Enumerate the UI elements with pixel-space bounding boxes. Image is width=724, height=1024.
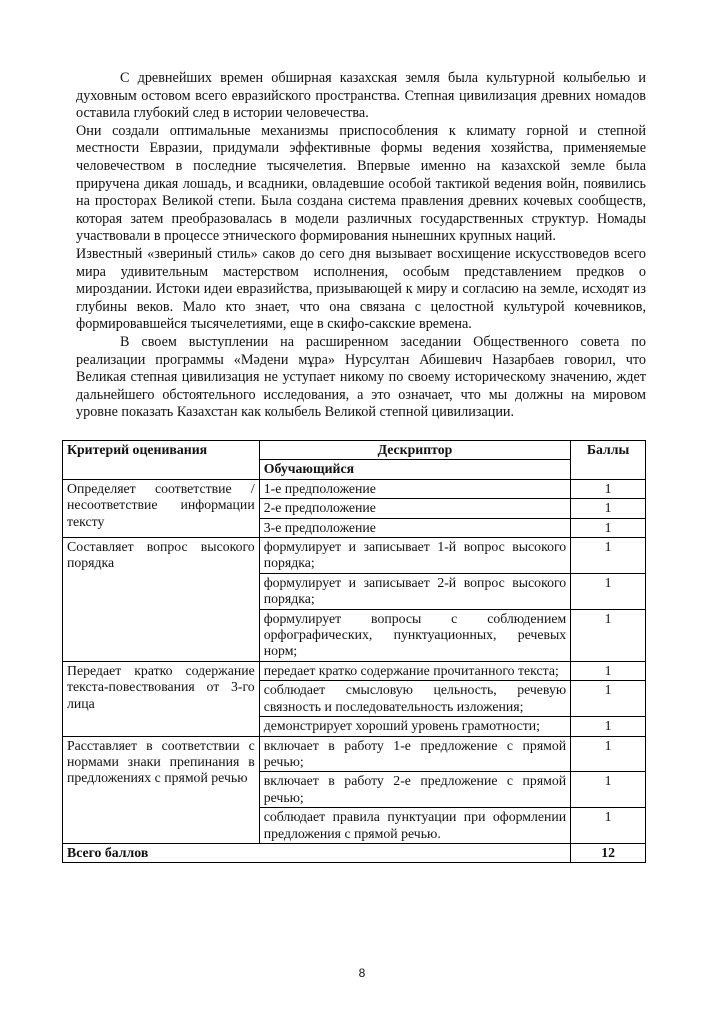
body-text <box>76 70 646 422</box>
table-row <box>63 661 646 680</box>
table-row <box>63 479 646 498</box>
paragraph: Известный «звериный стиль» саков до сего дня вызывает восхищение искусствоведов всего мира удивительным мастерством исполнения, особым представлением предков о мироздании. Истоки идеи евразийства, призывающей к миру и согласию на земле, исходят из глубины веков. Мало кто знает, что она связана с целостной культурой кочевников, формировавшейся тысячелетиями, еще в скифо-сакские времена. <box>76 245 646 333</box>
total-points: 12 <box>571 843 646 862</box>
descriptor-cell: включает в работу 2-е предложение с прямой речью; <box>259 772 570 808</box>
paragraph: В своем выступлении на расширенном заседании Общественного совета по реализации программы «Мәдени мұра» Нурсултан Абишевич Назарбаев говорил, что Великая степная цивилизация не уступает никому по своему историческому значению, ждет дальнейшего обстоятельного исследования, а это означает, что мы должны на мировом уровне показать Казахстан как колыбель Великой степной цивилизации. <box>76 333 646 421</box>
descriptor-cell: соблюдает правила пунктуации при оформлении предложения с прямой речью. <box>259 808 570 844</box>
points-cell: 1 <box>571 808 646 844</box>
points-cell: 1 <box>571 736 646 772</box>
descriptor-cell: соблюдает смысловую цельность, речевую связность и последовательность изложения; <box>259 681 570 717</box>
paragraph: Они создали оптимальные механизмы приспособления к климату горной и степной местности Евразии, придумали эффективные формы ведения хозяйства, применяемые человечеством в последние тысячелетия. Впервые именно на казахской земле была приручена дикая лошадь, и всадники, овладевшие особой тактикой ведения войн, появились на просторах Великой степи. Была создана система правления древних кочевых сообществ, которая затем преобразовалась в модели различных государственных структур. Номады участвовали в процессе этнического формирования нынешних крупных наций. <box>76 122 646 245</box>
descriptor-cell: формулирует вопросы с соблюдением орфографических, пунктуационных, речевых норм; <box>259 609 570 661</box>
points-cell: 1 <box>571 609 646 661</box>
points-cell: 1 <box>571 681 646 717</box>
table-row <box>63 538 646 574</box>
criterion-cell: Определяет соответствие /несоответствие информации тексту <box>63 479 260 537</box>
points-cell: 1 <box>571 518 646 537</box>
points-cell: 1 <box>571 717 646 736</box>
criterion-cell: Передает кратко содержание текста-повествования от 3-го лица <box>63 661 260 736</box>
descriptor-cell: формулирует и записывает 2-й вопрос высокого порядка; <box>259 573 570 609</box>
table-row <box>63 736 646 772</box>
descriptor-cell: включает в работу 1-е предложение с прямой речью; <box>259 736 570 772</box>
table-header-row <box>63 441 646 460</box>
points-cell: 1 <box>571 573 646 609</box>
criterion-cell: Составляет вопрос высокого порядка <box>63 538 260 662</box>
criterion-cell: Расставляет в соответствии с нормами знаки препинания в предложениях с прямой речью <box>63 736 260 843</box>
table-total-row <box>63 843 646 862</box>
points-cell: 1 <box>571 661 646 680</box>
total-label: Всего баллов <box>63 843 571 862</box>
header-criterion: Критерий оценивания <box>63 441 260 480</box>
header-points: Баллы <box>571 441 646 480</box>
points-cell: 1 <box>571 772 646 808</box>
descriptor-cell: передает кратко содержание прочитанного текста; <box>259 661 570 680</box>
points-cell: 1 <box>571 479 646 498</box>
descriptor-cell: 1-е предположение <box>259 479 570 498</box>
assessment-rubric-table <box>62 440 646 863</box>
subheader-learner: Обучающийся <box>259 460 570 479</box>
descriptor-cell: формулирует и записывает 1-й вопрос высокого порядка; <box>259 538 570 574</box>
header-descriptor: Дескриптор <box>259 441 570 460</box>
points-cell: 1 <box>571 499 646 518</box>
paragraph: С древнейших времен обширная казахская земля была культурной колыбелью и духовным остовом всего евразийского пространства. Степная цивилизация древних номадов оставила глубокий след в истории человечества. <box>76 70 646 122</box>
descriptor-cell: 2-е предположение <box>259 499 570 518</box>
page-number: 8 <box>358 966 366 980</box>
descriptor-cell: 3-е предположение <box>259 518 570 537</box>
descriptor-cell: демонстрирует хороший уровень грамотности; <box>259 717 570 736</box>
points-cell: 1 <box>571 538 646 574</box>
